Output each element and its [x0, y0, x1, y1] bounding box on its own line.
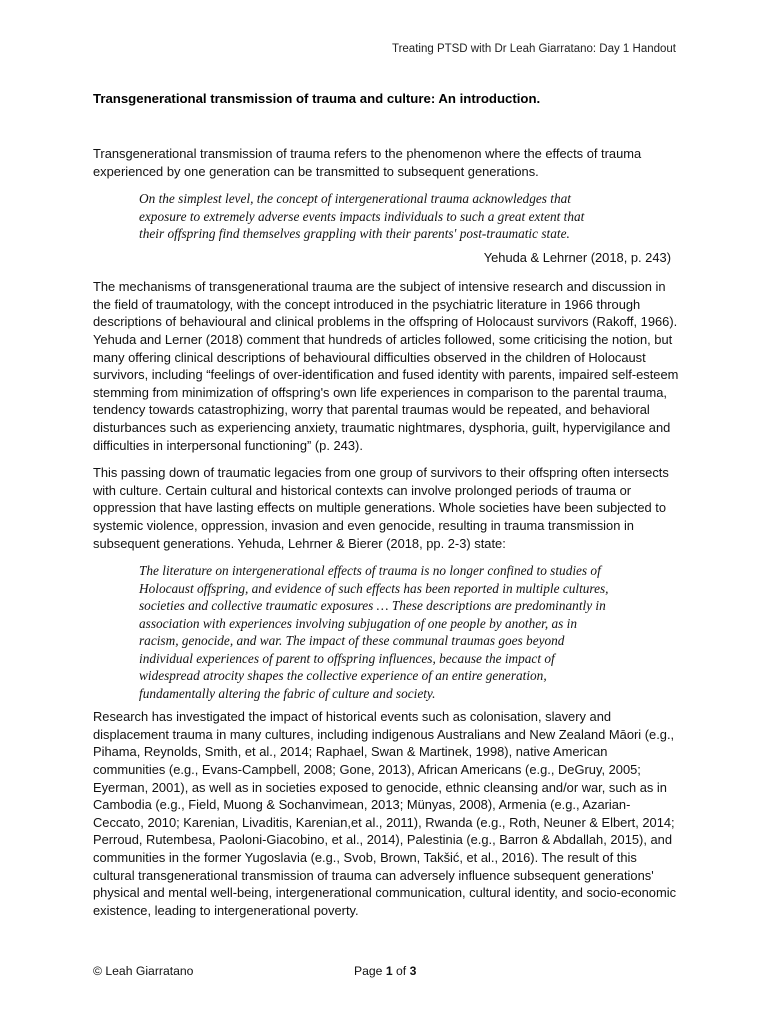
block-quote-1: On the simplest level, the concept of intergenerational trauma acknowledges that exposure to extremely adverse events impacts individuals to such a great extent that their offspring find themselves grappling with their parents' post-traumatic state.: [139, 191, 585, 242]
quote-citation-1: Yehuda & Lehrner (2018, p. 243): [483, 249, 671, 265]
paragraph-mechanisms: The mechanisms of transgenerational trauma are the subject of intensive research and discussion in the field of traumatology, with the concept introduced in the psychiatric literature in 1966 through descriptions of behavioural and clinical problems in the offspring of Holocaust survivors (Rakoff, 1966). Yehuda and Lerner (2018) comment that hundreds of articles followed, some criticising the notion, but many offering clinical descriptions of behavioural difficulties observed in the children of Holocaust survivors, including “feelings of over-identification and fused identity with parents, impaired self-esteem stemming from minimization of offspring's own life experiences in comparison to the parental trauma, tendency towards catastrophizing, worry that parental traumas would be repeated, and behavioral disturbances such as experiencing anxiety, traumatic nightmares, dysphoria, guilt, hypervigilance and difficulties in interpersonal functioning” (p. 243).: [93, 279, 679, 453]
document-body: [93, 145, 681, 929]
paragraph-culture: This passing down of traumatic legacies from one group of survivors to their offspring often intersects with culture. Certain cultural and historical contexts can involve prolonged periods of trauma or oppression that have lasting effects on multiple generations. Whole societies have been subjected to systemic violence, oppression, invasion and even genocide, resulting in trauma transmission in subsequent generations. Yehuda, Lehrner & Bierer (2018, pp. 2-3) state:: [93, 465, 669, 551]
block-quote-2: The literature on intergenerational effects of trauma is no longer confined to studies of Holocaust offspring, and evidence of such effects has been reported in multiple cultures, societies and collective traumatic exposures … These descriptions are predominantly in association with experiences involving subjugation of one people by another, as in racism, genocide, and war. The impact of these communal traumas goes beyond individual experiences of parent to offspring influences, because the impact of widespread atrocity shapes the collective experience of an entire generation, fundamentally altering the fabric of culture and society.: [139, 563, 609, 701]
page-total: 3: [409, 964, 417, 978]
page-label: Page: [354, 964, 383, 978]
page-of-label: of: [396, 964, 407, 978]
footer-copyright: © Leah Giarratano: [93, 964, 194, 978]
document-title: Transgenerational transmission of trauma and culture: An introduction.: [93, 91, 541, 106]
page-current: 1: [385, 964, 393, 978]
page-header: Treating PTSD with Dr Leah Giarratano: Day 1 Handout: [391, 43, 676, 55]
paragraph-intro: Transgenerational transmission of trauma refers to the phenomenon where the effects of trauma experienced by one generation can be transmitted to subsequent generations.: [93, 146, 642, 179]
paragraph-research: Research has investigated the impact of historical events such as colonisation, slavery and displacement trauma in many cultures, including indigenous Australians and New Zealand Māori (e.g., Pihama, Reynolds, Smith, et al., 2014; Raphael, Swan & Martinek, 1998), native American communities (e.g., Evans-Campbell, 2008; Gone, 2013), African Americans (e.g., DeGruy, 2005; Eyerman, 2001), as well as in societies exposed to genocide, ethnic cleansing and/or war, such as in Cambodia (e.g., Field, Muong & Sochanvimean, 2013; Münyas, 2008), Armenia (e.g., Azarian-Ceccato, 2010; Karenian, Livaditis, Karenian,et al., 2011), Rwanda (e.g., Roth, Neuner & Elbert, 2014; Perroud, Rutembesa, Paoloni-Giacobino, et al., 2014), Palestinia (e.g., Barron & Abdallah, 2015), and communities in the former Yugoslavia (e.g., Svob, Brown, Takšić, et al., 2016). The result of this cultural transgenerational transmission of trauma can adversely influence subsequent generations' physical and mental well-being, intergenerational communication, cultural identity, and socio-economic existence, leading to intergenerational poverty.: [93, 709, 677, 918]
footer-page-number: [354, 964, 416, 978]
